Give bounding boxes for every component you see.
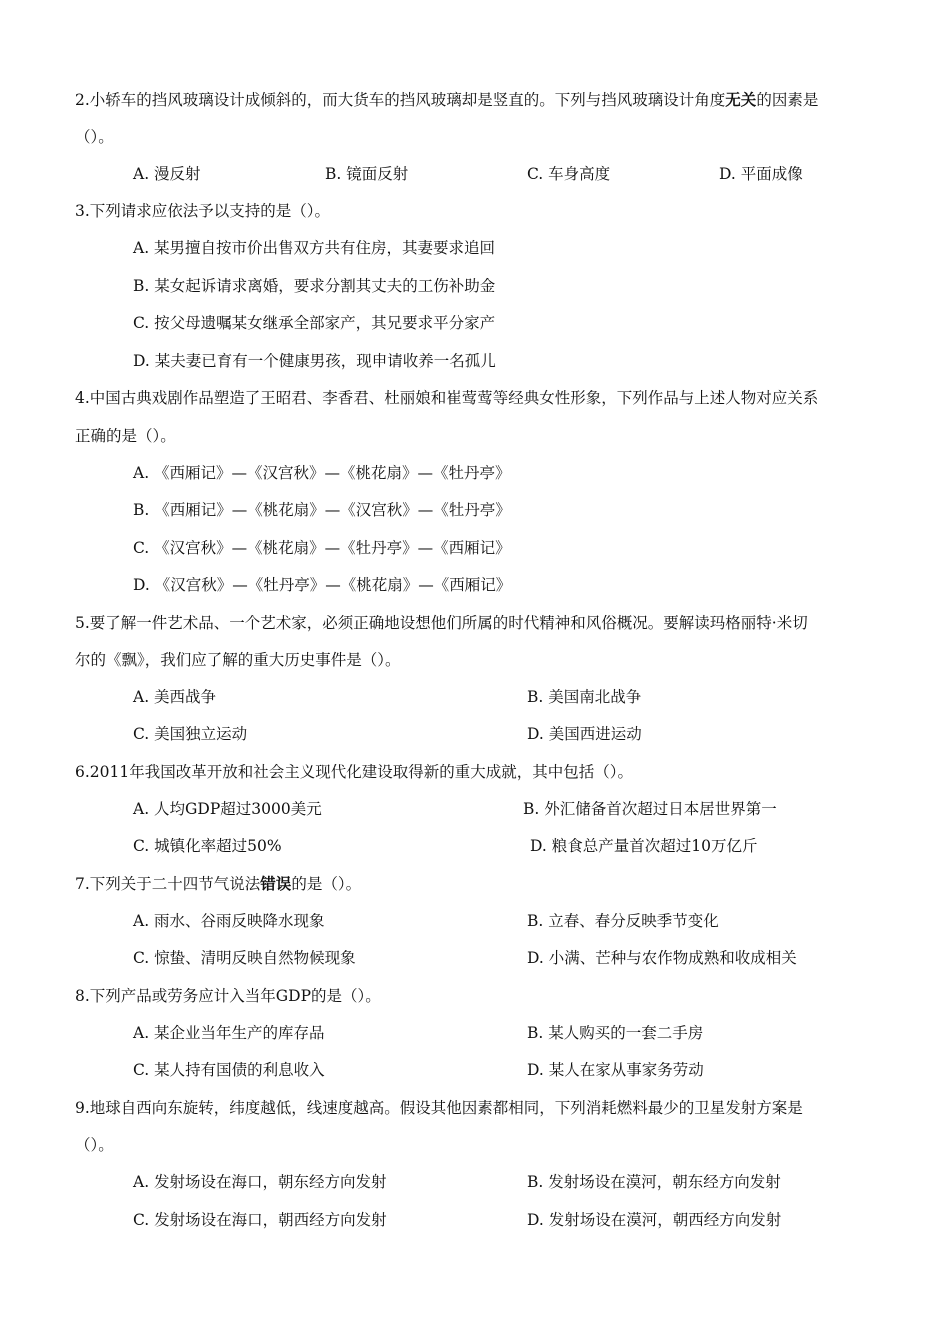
question-8-option-a: A. 某企业当年生产的库存品 — [133, 1024, 325, 1042]
question-6-stem: 6.2011年我国改革开放和社会主义现代化建设取得新的重大成就，其中包括（）。 — [75, 763, 633, 781]
question-2-option-c: C. 车身高度 — [527, 165, 611, 183]
question-2-text: 2.小轿车的挡风玻璃设计成倾斜的，而大货车的挡风玻璃却是竖直的。下列与挡风玻璃设计角度 — [75, 91, 726, 109]
question-8-stem: 8.下列产品或劳务应计入当年GDP的是（）。 — [75, 987, 381, 1005]
question-2-option-a: A. 漫反射 — [133, 165, 201, 183]
question-8-option-c: C. 某人持有国债的利息收入 — [133, 1061, 325, 1079]
question-2-stem-line2: （）。 — [75, 128, 114, 146]
question-8-option-b: B. 某人购买的一套二手房 — [527, 1024, 704, 1042]
question-3-option-d: D. 某夫妻已育有一个健康男孩，现申请收养一名孤儿 — [133, 352, 496, 370]
question-9-option-d: D. 发射场设在漠河，朝西经方向发射 — [527, 1211, 782, 1229]
question-7-text: 7.下列关于二十四节气说法 — [75, 875, 261, 893]
question-7-option-d: D. 小满、芒种与农作物成熟和收成相关 — [527, 949, 797, 967]
question-3-option-a: A. 某男擅自按市价出售双方共有住房，其妻要求追回 — [133, 239, 496, 257]
question-7-option-b: B. 立春、春分反映季节变化 — [527, 912, 719, 930]
question-5-option-c: C. 美国独立运动 — [133, 725, 248, 743]
question-9-stem: 9.地球自西向东旋转，纬度越低，线速度越高。假设其他因素都相同，下列消耗燃料最少的卫星发射方案是 — [75, 1099, 803, 1117]
question-4-option-c: C. 《汉宫秋》—《桃花扇》—《牡丹亭》—《西厢记》 — [133, 539, 511, 557]
question-2-stem — [75, 90, 818, 110]
question-7-stem — [75, 874, 361, 894]
question-9-option-b: B. 发射场设在漠河，朝东经方向发射 — [527, 1173, 781, 1191]
question-3-option-c: C. 按父母遗嘱某女继承全部家产，其兄要求平分家产 — [133, 314, 496, 332]
question-5-option-d: D. 美国西进运动 — [527, 725, 642, 743]
question-5-stem: 5.要了解一件艺术品、一个艺术家，必须正确地设想他们所属的时代精神和风俗概况。要解读玛格丽特·米切 — [75, 614, 808, 632]
question-3-stem: 3.下列请求应依法予以支持的是（）。 — [75, 202, 331, 220]
question-9-stem-line2: （）。 — [75, 1136, 114, 1154]
question-6-option-b: B. 外汇储备首次超过日本居世界第一 — [523, 800, 777, 818]
question-4-stem: 4.中国古典戏剧作品塑造了王昭君、李香君、杜丽娘和崔莺莺等经典女性形象，下列作品与上述人物对应关系 — [75, 389, 819, 407]
question-9-option-a: A. 发射场设在海口，朝东经方向发射 — [133, 1173, 387, 1191]
question-2-option-b: B. 镜面反射 — [325, 165, 409, 183]
question-6-option-a: A. 人均GDP超过3000美元 — [133, 800, 322, 818]
question-5-stem-line2: 尔的《飘》，我们应了解的重大历史事件是（）。 — [75, 651, 401, 669]
question-4-option-a: A. 《西厢记》—《汉宫秋》—《桃花扇》—《牡丹亭》 — [133, 464, 511, 482]
question-7-emphasis: 错误 — [260, 874, 292, 893]
question-2-emphasis: 无关 — [725, 90, 757, 109]
question-6-option-c: C. 城镇化率超过50% — [133, 837, 282, 855]
question-4-option-b: B. 《西厢记》—《桃花扇》—《汉宫秋》—《牡丹亭》 — [133, 501, 511, 519]
question-7-option-c: C. 惊蛰、清明反映自然物候现象 — [133, 949, 356, 967]
question-2-option-d: D. 平面成像 — [719, 165, 803, 183]
question-5-option-a: A. 美西战争 — [133, 688, 217, 706]
question-4-option-d: D. 《汉宫秋》—《牡丹亭》—《桃花扇》—《西厢记》 — [133, 576, 512, 594]
question-2-text-end: 的因素是 — [756, 91, 819, 109]
question-7-text-end: 的是（）。 — [291, 875, 362, 893]
question-4-stem-line2: 正确的是（）。 — [75, 427, 176, 445]
question-7-option-a: A. 雨水、谷雨反映降水现象 — [133, 912, 325, 930]
question-6-option-d: D. 粮食总产量首次超过10万亿斤 — [530, 837, 758, 855]
question-3-option-b: B. 某女起诉请求离婚，要求分割其丈夫的工伤补助金 — [133, 277, 496, 295]
question-5-option-b: B. 美国南北战争 — [527, 688, 642, 706]
question-8-option-d: D. 某人在家从事家务劳动 — [527, 1061, 704, 1079]
question-9-option-c: C. 发射场设在海口，朝西经方向发射 — [133, 1211, 387, 1229]
